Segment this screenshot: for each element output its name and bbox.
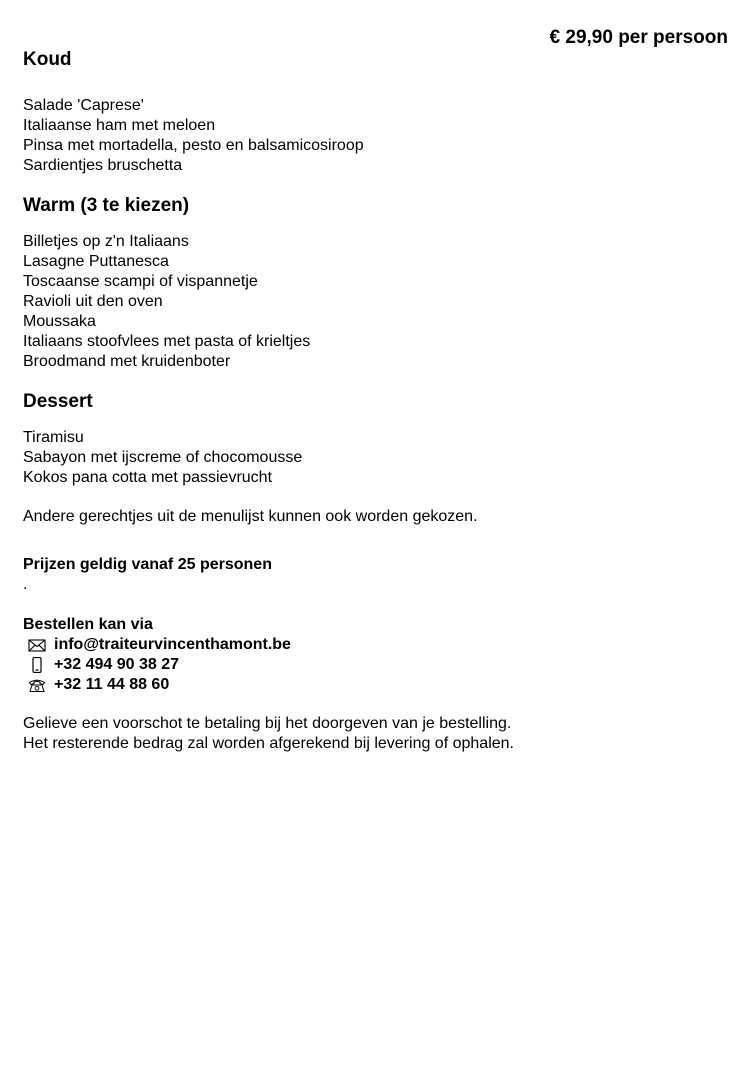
list-item: Ravioli uit den oven: [23, 293, 163, 310]
phone-contact: [23, 675, 723, 695]
list-item: Kokos pana cotta met passievrucht: [23, 469, 273, 486]
email-link[interactable]: info@traiteurvincenthamont.be: [54, 636, 291, 653]
list-item: Sardientjes bruschetta: [23, 157, 183, 174]
email-contact: [23, 635, 723, 655]
telephone-icon: [27, 677, 49, 693]
phone-number[interactable]: +32 11 44 88 60: [54, 676, 170, 693]
remaining-amount-note: Het resterende bedrag zal worden afgerekend bij levering of ophalen.: [23, 735, 514, 752]
mobile-phone-icon: [27, 657, 49, 673]
mobile-contact: [23, 655, 723, 675]
warm-list: [23, 232, 723, 372]
list-item: Tiramisu: [23, 429, 84, 446]
list-item: Sabayon met ijscreme of chocomousse: [23, 449, 303, 466]
list-item: Italiaans stoofvlees met pasta of krieltjes: [23, 333, 311, 350]
price-per-person: € 29,90 per persoon: [549, 27, 728, 48]
deposit-note: Gelieve een voorschot te betaling bij het doorgeven van je bestelling.: [23, 715, 512, 732]
koud-list: [23, 96, 723, 176]
list-item: Moussaka: [23, 313, 96, 330]
envelope-icon: [27, 637, 49, 653]
list-item: Toscaanse scampi of vispannetje: [23, 273, 258, 290]
other-dishes-note: Andere gerechtjes uit de menulijst kunnen ook worden gekozen.: [23, 508, 478, 525]
dessert-list: [23, 428, 723, 488]
list-item: Lasagne Puttanesca: [23, 253, 169, 270]
separator-dot: .: [23, 576, 28, 593]
list-item: Billetjes op z'n Italiaans: [23, 233, 189, 250]
order-heading: Bestellen kan via: [23, 616, 153, 633]
list-item: Broodmand met kruidenboter: [23, 353, 231, 370]
validity-note: Prijzen geldig vanaf 25 personen: [23, 556, 272, 573]
section-title-warm: Warm (3 te kiezen): [23, 195, 190, 216]
list-item: Italiaanse ham met meloen: [23, 117, 216, 134]
menu-content: [23, 48, 723, 754]
section-title-koud: Koud: [23, 49, 72, 70]
list-item: Salade 'Caprese': [23, 97, 144, 114]
section-title-dessert: Dessert: [23, 391, 93, 412]
mobile-number[interactable]: +32 494 90 38 27: [54, 656, 180, 673]
list-item: Pinsa met mortadella, pesto en balsamicosiroop: [23, 137, 364, 154]
